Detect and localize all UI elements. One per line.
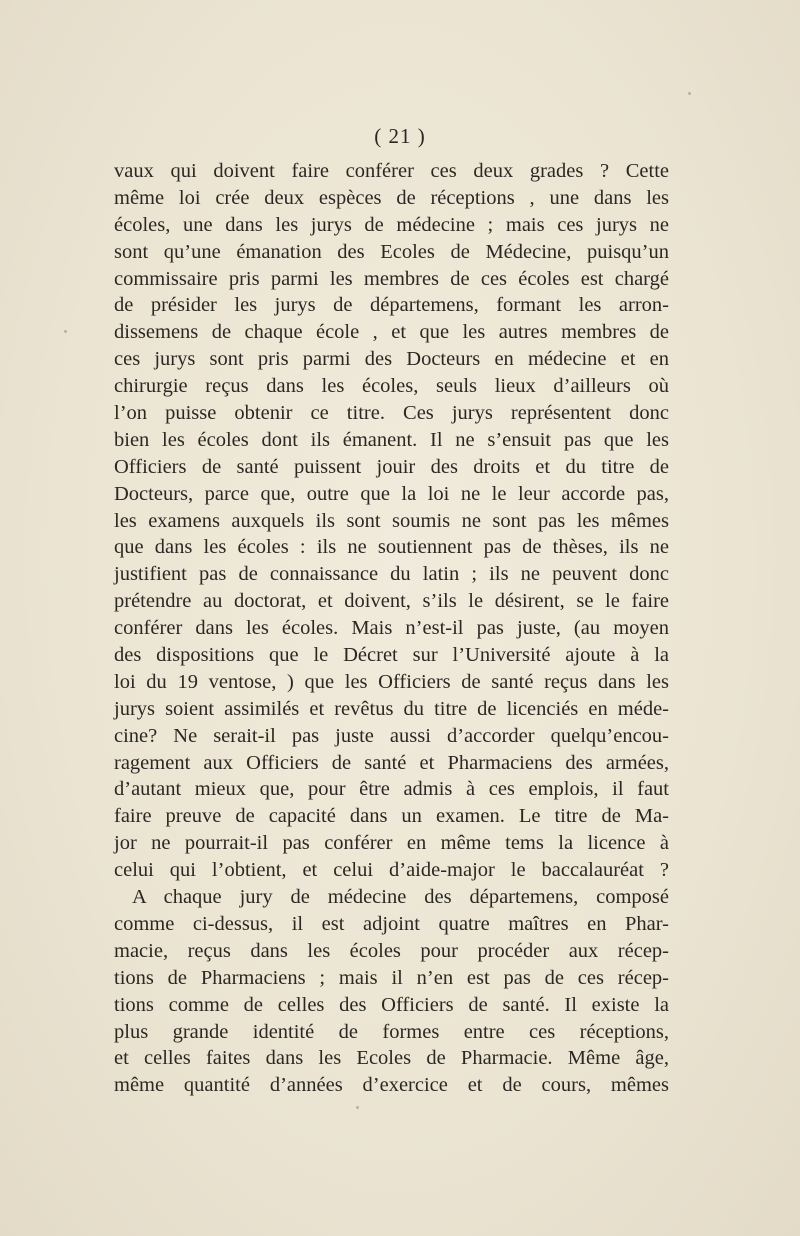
text-line: ces jurys sont pris parmi des Docteurs en médecine et en [114,348,669,371]
text-line: écoles, une dans les jurys de médecine ; mais ces jurys ne [114,213,669,236]
text-line: macie, reçus dans les écoles pour procéder aux récep- [114,939,669,962]
text-line: ragement aux Officiers de santé et Pharmaciens des armées, [114,751,669,774]
text-line: l’on puisse obtenir ce titre. Ces jurys représentent donc [114,402,669,425]
text-line: prétendre au doctorat, et doivent, s’ils le désirent, se le faire [114,590,669,613]
page-number: ( 21 ) [374,124,426,148]
text-line: loi du 19 ventose, ) que les Officiers de santé reçus dans les [114,670,669,693]
text-line: vaux qui doivent faire conférer ces deux grades ? Cette [114,160,669,182]
text-line: des dispositions que le Décret sur l’Université ajoute à la [114,644,669,667]
text-line: cine? Ne serait-il pas juste aussi d’accorder quelqu’encou- [114,724,669,747]
text-line: dissemens de chaque école , et que les autres membres de [114,321,669,344]
text-line: commissaire pris parmi les membres de ces écoles est chargé [114,267,669,290]
text-line: de présider les jurys de départemens, formant les arron- [114,294,669,317]
text-line: jurys soient assimilés et revêtus du titre de licenciés en méde- [114,697,669,720]
text-line: même loi crée deux espèces de réceptions , une dans les [114,186,669,209]
text-line: Docteurs, parce que, outre que la loi ne le leur accorde pas, [114,482,669,505]
text-line: d’autant mieux que, pour être admis à ces emplois, il faut [114,778,669,801]
text-line: même quantité d’années d’exercice et de cours, mêmes [114,1074,669,1097]
text-line: conférer dans les écoles. Mais n’est-il pas juste, (au moyen [114,617,669,640]
paragraph-start-line: A chaque jury de médecine des départemens, composé [132,886,669,909]
paper-speck [356,1106,359,1109]
text-line: tions comme de celles des Officiers de santé. Il existe la [114,993,669,1016]
text-line: les examens auxquels ils sont soumis ne sont pas les mêmes [114,509,669,532]
text-line: Officiers de santé puissent jouir des droits et du titre de [114,455,669,478]
text-line: celui qui l’obtient, et celui d’aide-major le baccalauréat ? [114,859,669,882]
text-line: bien les écoles dont ils émanent. Il ne s’ensuit pas que les [114,428,669,451]
text-line: faire preuve de capacité dans un examen. Le titre de Ma- [114,805,669,828]
text-line: comme ci-dessus, il est adjoint quatre maîtres en Phar- [114,912,669,935]
paper-speck [64,330,67,333]
body-text [114,158,669,1099]
text-line: jor ne pourrait-il pas conférer en même tems la licence à [114,832,669,855]
text-line: chirurgie reçus dans les écoles, seuls lieux d’ailleurs où [114,375,669,398]
text-line: sont qu’une émanation des Ecoles de Médecine, puisqu’un [114,240,669,263]
text-line: que dans les écoles : ils ne soutiennent pas de thèses, ils ne [114,536,669,559]
text-line: et celles faites dans les Ecoles de Pharmacie. Même âge, [114,1047,669,1070]
paper-speck [688,92,691,95]
text-line: tions de Pharmaciens ; mais il n’en est pas de ces récep- [114,966,669,989]
text-line: plus grande identité de formes entre ces réceptions, [114,1020,669,1043]
text-line: justifient pas de connaissance du latin ; ils ne peuvent donc [114,563,669,586]
